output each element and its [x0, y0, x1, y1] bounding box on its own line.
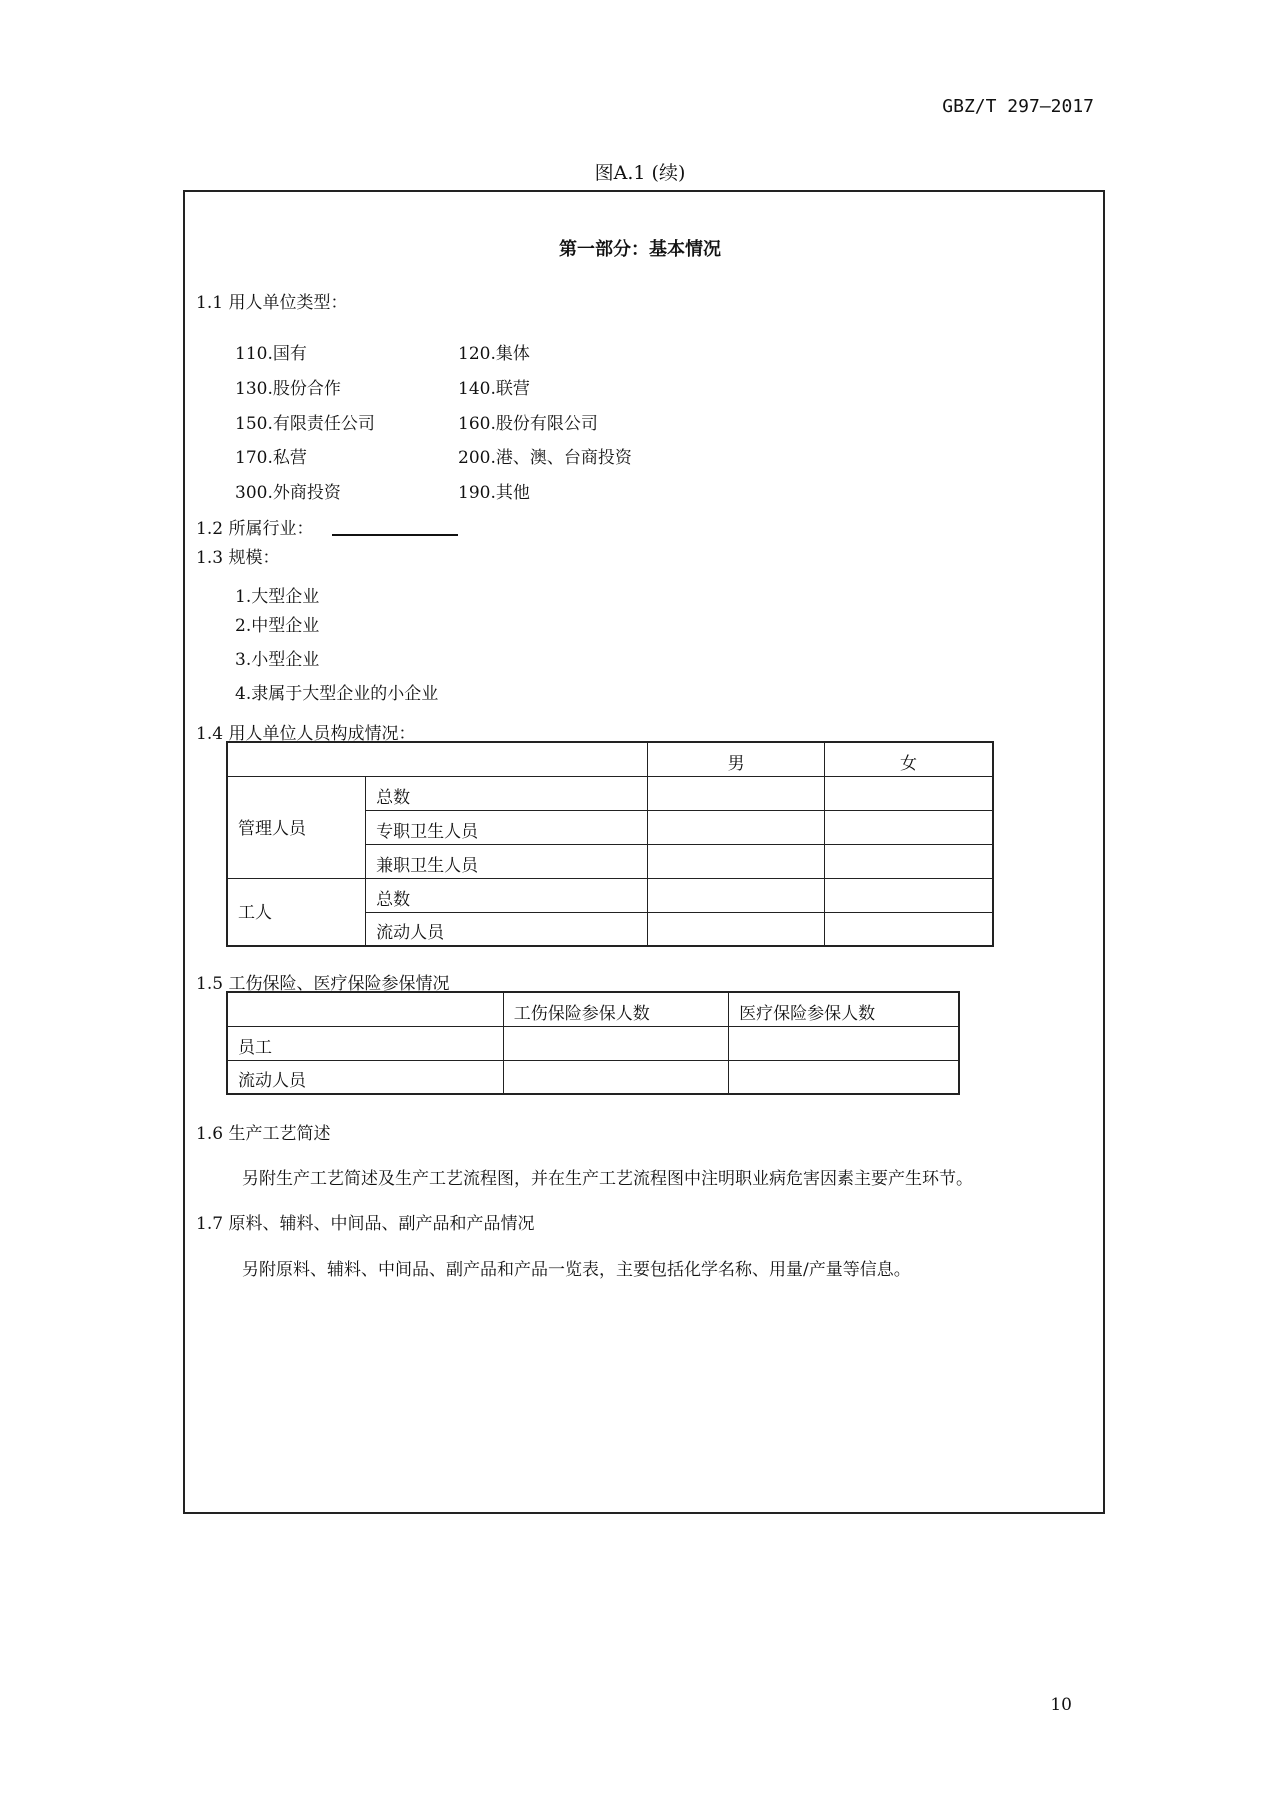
section-1-7-text: 另附原料、辅料、中间品、副产品和产品一览表，主要包括化学名称、用量/产量等信息。 — [242, 1260, 911, 1280]
section-1-2-heading: 1.2 所属行业： — [196, 519, 314, 539]
unit-type-option: 300.外商投资 — [235, 483, 341, 503]
table-header-empty — [227, 992, 503, 1026]
table-cell[interactable] — [824, 912, 993, 946]
industry-blank-field[interactable] — [332, 534, 458, 536]
header-medical-insurance: 医疗保险参保人数 — [729, 992, 959, 1026]
row-label: 员工 — [227, 1026, 503, 1060]
unit-type-option: 130.股份合作 — [235, 379, 341, 399]
table-header-empty — [227, 742, 648, 776]
unit-type-option: 170.私营 — [235, 448, 307, 468]
unit-type-option: 120.集体 — [458, 344, 530, 364]
section-1-6-text: 另附生产工艺简述及生产工艺流程图，并在生产工艺流程图中注明职业病危害因素主要产生环节。 — [242, 1169, 973, 1189]
row-label: 总数 — [366, 878, 648, 912]
figure-caption: 图A.1 (续) — [594, 162, 686, 184]
section-1-4-heading: 1.4 用人单位人员构成情况： — [196, 724, 416, 744]
row-label: 专职卫生人员 — [366, 810, 648, 844]
scale-option: 3.小型企业 — [235, 650, 320, 670]
page-number: 10 — [1050, 1695, 1072, 1715]
group-management: 管理人员 — [227, 776, 366, 878]
section-1-1-heading: 1.1 用人单位类型： — [196, 293, 348, 313]
unit-type-option: 140.联营 — [458, 379, 530, 399]
section-1-7-heading: 1.7 原料、辅料、中间品、副产品和产品情况 — [196, 1214, 535, 1234]
scale-option: 4.隶属于大型企业的小企业 — [235, 684, 439, 704]
header-female: 女 — [824, 742, 993, 776]
header-injury-insurance: 工伤保险参保人数 — [503, 992, 728, 1026]
row-label: 流动人员 — [227, 1060, 503, 1094]
table-cell[interactable] — [824, 844, 993, 878]
unit-type-option: 160.股份有限公司 — [458, 414, 598, 434]
scale-option: 1.大型企业 — [235, 587, 320, 607]
staff-composition-table — [226, 741, 994, 947]
unit-type-option: 150.有限责任公司 — [235, 414, 375, 434]
section-1-3-heading: 1.3 规模： — [196, 548, 280, 568]
group-worker: 工人 — [227, 878, 366, 946]
table-cell[interactable] — [503, 1026, 728, 1060]
section-1-5-heading: 1.5 工伤保险、医疗保险参保情况 — [196, 974, 450, 994]
table-cell[interactable] — [648, 912, 825, 946]
table-cell[interactable] — [824, 878, 993, 912]
standard-code: GBZ/T 297—2017 — [942, 96, 1094, 117]
unit-type-option: 200.港、澳、台商投资 — [458, 448, 632, 468]
insurance-table — [226, 991, 960, 1095]
table-cell[interactable] — [729, 1060, 959, 1094]
header-male: 男 — [648, 742, 825, 776]
table-cell[interactable] — [648, 878, 825, 912]
table-cell[interactable] — [648, 776, 825, 810]
row-label: 总数 — [366, 776, 648, 810]
table-cell[interactable] — [729, 1026, 959, 1060]
row-label: 兼职卫生人员 — [366, 844, 648, 878]
part-title: 第一部分：基本情况 — [559, 239, 721, 260]
table-cell[interactable] — [648, 844, 825, 878]
unit-type-option: 110.国有 — [235, 344, 307, 364]
row-label: 流动人员 — [366, 912, 648, 946]
table-cell[interactable] — [503, 1060, 728, 1094]
section-1-6-heading: 1.6 生产工艺简述 — [196, 1124, 331, 1144]
unit-type-option: 190.其他 — [458, 483, 530, 503]
table-cell[interactable] — [824, 776, 993, 810]
table-cell[interactable] — [648, 810, 825, 844]
scale-option: 2.中型企业 — [235, 616, 320, 636]
table-cell[interactable] — [824, 810, 993, 844]
